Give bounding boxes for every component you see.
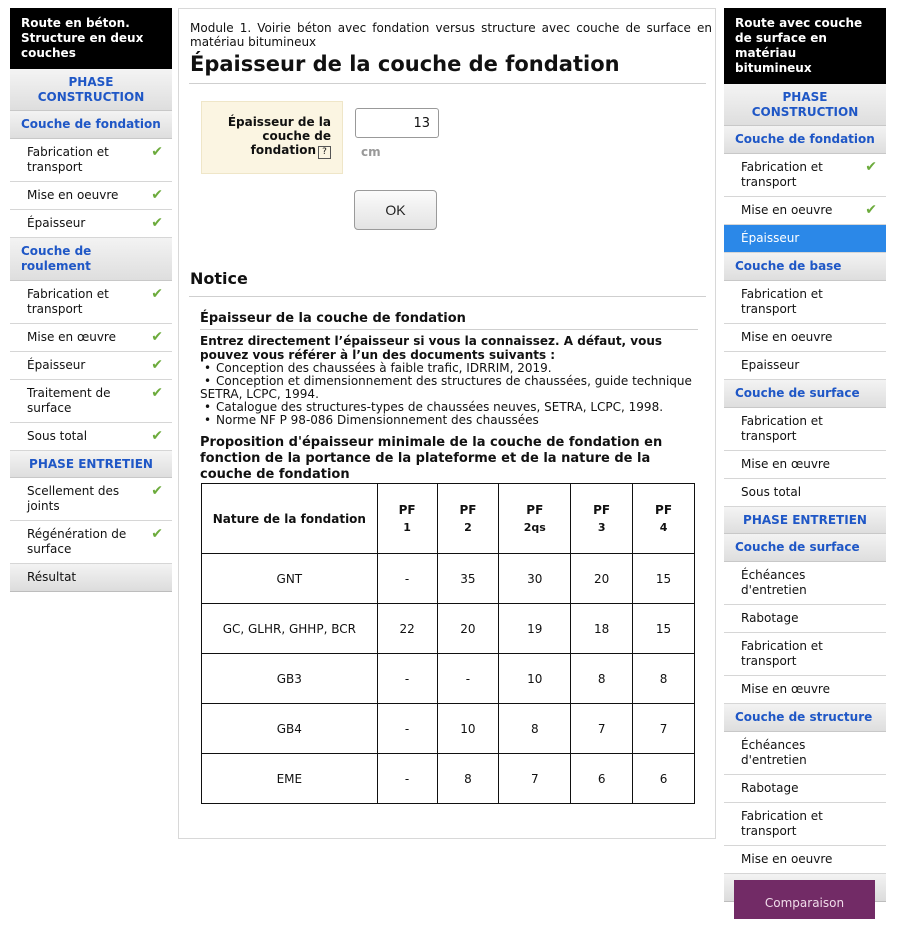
sidebar-item-label: Fabrication et transport bbox=[741, 160, 823, 189]
check-icon: ✔ bbox=[151, 526, 163, 542]
sidebar-item-label: Échéances d'entretien bbox=[741, 568, 807, 597]
left-sidebar bbox=[10, 8, 172, 592]
right-section-surface[interactable]: Couche de surface bbox=[724, 380, 886, 408]
reference-list bbox=[200, 362, 698, 427]
sidebar-item-label: Rabotage bbox=[741, 611, 799, 625]
table-cell: 20 bbox=[437, 604, 499, 654]
sidebar-item-label: Épaisseur bbox=[27, 358, 86, 372]
right-section-base[interactable]: Couche de base bbox=[724, 253, 886, 281]
sidebar-item-label: Fabrication et transport bbox=[741, 809, 823, 838]
sidebar-item-label: Mise en oeuvre bbox=[27, 188, 119, 202]
sidebar-item-label: Régénération de surface bbox=[27, 527, 127, 556]
module-line: Module 1. Voirie béton avec fondation versus structure avec couche de surface en matériau bitumineux bbox=[190, 21, 712, 49]
table-cell: 8 bbox=[437, 754, 499, 804]
table-cell-nature: GB3 bbox=[202, 654, 378, 704]
sidebar-item-label: Fabrication et transport bbox=[27, 287, 109, 316]
left-item-scellement[interactable] bbox=[10, 478, 172, 521]
table-cell: 15 bbox=[633, 604, 695, 654]
sidebar-item-label: Mise en œuvre bbox=[27, 330, 116, 344]
right-entretien-section-surface[interactable]: Couche de surface bbox=[724, 534, 886, 562]
notice-intro: Entrez directement l’épaisseur si vous la connaissez. A défaut, vous pouvez vous référer à l’un des documents suivants : bbox=[200, 334, 663, 362]
sidebar-item-label: Échéances d'entretien bbox=[741, 738, 807, 767]
table-cell: 10 bbox=[437, 704, 499, 754]
right-item-fondation-mise-en-oeuvre[interactable] bbox=[724, 197, 886, 225]
check-icon: ✔ bbox=[151, 483, 163, 499]
divider bbox=[189, 83, 706, 84]
table-cell: - bbox=[377, 554, 437, 604]
table-cell: - bbox=[377, 654, 437, 704]
right-item-fondation-epaisseur[interactable] bbox=[724, 225, 886, 253]
check-icon: ✔ bbox=[865, 202, 877, 218]
table-cell: 8 bbox=[499, 704, 571, 754]
sidebar-item-label: Epaisseur bbox=[741, 358, 800, 372]
table-cell: 8 bbox=[633, 654, 695, 704]
left-item-fondation-mise-en-oeuvre[interactable] bbox=[10, 182, 172, 210]
main-content bbox=[178, 8, 716, 839]
sidebar-item-label: Fabrication et transport bbox=[741, 287, 823, 316]
left-result[interactable]: Résultat bbox=[10, 564, 172, 592]
unit-label: cm bbox=[361, 145, 381, 159]
right-item-base-fabrication[interactable] bbox=[724, 281, 886, 324]
table-cell: 30 bbox=[499, 554, 571, 604]
table-cell: 7 bbox=[571, 704, 633, 754]
right-item-base-epaisseur[interactable] bbox=[724, 352, 886, 380]
input-label-box bbox=[201, 101, 343, 174]
input-label-text: Épaisseur de la couche de fondation bbox=[227, 115, 331, 157]
page-title: Épaisseur de la couche de fondation bbox=[190, 52, 620, 76]
left-phase-construction: PHASE CONSTRUCTION bbox=[10, 69, 172, 111]
right-item-surface-mise-en-oeuvre[interactable] bbox=[724, 451, 886, 479]
sidebar-item-label: Traitement de surface bbox=[27, 386, 111, 415]
right-sidebar bbox=[724, 8, 886, 902]
table-cell: - bbox=[377, 704, 437, 754]
sidebar-item-label: Sous total bbox=[741, 485, 802, 499]
sidebar-item-label: Mise en œuvre bbox=[741, 457, 830, 471]
sidebar-item-label: Fabrication et transport bbox=[741, 414, 823, 443]
check-icon: ✔ bbox=[865, 159, 877, 175]
table-cell: 7 bbox=[633, 704, 695, 754]
table-cell: - bbox=[377, 754, 437, 804]
table-row bbox=[202, 554, 695, 604]
table-cell: 18 bbox=[571, 604, 633, 654]
table-header-pf2: PF 2 bbox=[437, 484, 499, 554]
reference-item: • Conception et dimensionnement des structures de chaussées, guide technique SETRA, LCPC, 1994. bbox=[200, 375, 698, 401]
table-cell: - bbox=[437, 654, 499, 704]
sidebar-item-label: Mise en oeuvre bbox=[741, 203, 833, 217]
table-header-pf2qs: PF 2qs bbox=[499, 484, 571, 554]
thickness-input[interactable] bbox=[355, 108, 439, 138]
table-cell-nature: EME bbox=[202, 754, 378, 804]
table-cell: 22 bbox=[377, 604, 437, 654]
right-entretien-structure-fabrication[interactable] bbox=[724, 803, 886, 846]
check-icon: ✔ bbox=[151, 329, 163, 345]
left-item-roulement-traitement[interactable] bbox=[10, 380, 172, 423]
left-phase-entretien: PHASE ENTRETIEN bbox=[10, 451, 172, 478]
table-row bbox=[202, 604, 695, 654]
right-phase-entretien: PHASE ENTRETIEN bbox=[724, 507, 886, 534]
proposition-title: Proposition d'épaisseur minimale de la couche de fondation en fonction de la portance de la plateforme et de la nature de la couche de fondation bbox=[200, 435, 663, 482]
right-item-base-mise-en-oeuvre[interactable] bbox=[724, 324, 886, 352]
table-cell-nature: GB4 bbox=[202, 704, 378, 754]
right-entretien-surface-rabotage[interactable] bbox=[724, 605, 886, 633]
right-entretien-structure-echeances[interactable] bbox=[724, 732, 886, 775]
left-item-fondation-epaisseur[interactable] bbox=[10, 210, 172, 238]
table-row bbox=[202, 754, 695, 804]
table-cell: 19 bbox=[499, 604, 571, 654]
right-entretien-structure-rabotage[interactable] bbox=[724, 775, 886, 803]
table-cell: 20 bbox=[571, 554, 633, 604]
table-cell: 10 bbox=[499, 654, 571, 704]
compare-button[interactable]: Comparaison bbox=[734, 880, 875, 919]
reference-item: • Conception des chaussées à faible trafic, IDRRIM, 2019. bbox=[200, 362, 698, 375]
reference-item: • Catalogue des structures-types de chaussées neuves, SETRA, LCPC, 1998. bbox=[200, 401, 698, 414]
right-entretien-surface-mise-en-oeuvre[interactable] bbox=[724, 676, 886, 704]
notice-subtitle: Épaisseur de la couche de fondation bbox=[200, 311, 698, 330]
table-cell: 35 bbox=[437, 554, 499, 604]
right-entretien-surface-echeances[interactable] bbox=[724, 562, 886, 605]
table-cell: 6 bbox=[633, 754, 695, 804]
sidebar-item-label: Rabotage bbox=[741, 781, 799, 795]
left-sidebar-title: Route en béton. Structure en deux couches bbox=[10, 8, 172, 69]
sidebar-item-label: Sous total bbox=[27, 429, 88, 443]
notice-title: Notice bbox=[190, 269, 248, 288]
divider bbox=[189, 296, 706, 297]
check-icon: ✔ bbox=[151, 286, 163, 302]
right-item-surface-fabrication[interactable] bbox=[724, 408, 886, 451]
sidebar-item-label: Fabrication et transport bbox=[741, 639, 823, 668]
thickness-table bbox=[201, 483, 695, 804]
sidebar-item-label: Épaisseur bbox=[741, 231, 800, 245]
sidebar-item-label: Mise en oeuvre bbox=[741, 330, 833, 344]
right-entretien-surface-fabrication[interactable] bbox=[724, 633, 886, 676]
table-header-nature: Nature de la fondation bbox=[202, 484, 378, 554]
table-cell-nature: GC, GLHR, GHHP, BCR bbox=[202, 604, 378, 654]
left-item-regeneration[interactable] bbox=[10, 521, 172, 564]
left-section-roulement[interactable]: Couche de roulement bbox=[10, 238, 172, 281]
sidebar-item-label: Épaisseur bbox=[27, 216, 86, 230]
right-phase-construction: PHASE CONSTRUCTION bbox=[724, 84, 886, 126]
table-cell: 7 bbox=[499, 754, 571, 804]
table-header-pf1: PF 1 bbox=[377, 484, 437, 554]
table-header-pf4: PF 4 bbox=[633, 484, 695, 554]
right-entretien-section-structure[interactable]: Couche de structure bbox=[724, 704, 886, 732]
left-item-roulement-mise-en-oeuvre[interactable] bbox=[10, 324, 172, 352]
right-section-fondation[interactable]: Couche de fondation bbox=[724, 126, 886, 154]
right-item-surface-sous-total[interactable] bbox=[724, 479, 886, 507]
table-header-row bbox=[202, 484, 695, 554]
left-item-fondation-fabrication[interactable] bbox=[10, 139, 172, 182]
right-item-fondation-fabrication[interactable] bbox=[724, 154, 886, 197]
right-sidebar-title: Route avec couche de surface en matériau bitumineux bbox=[724, 8, 886, 84]
table-cell: 15 bbox=[633, 554, 695, 604]
left-item-roulement-sous-total[interactable] bbox=[10, 423, 172, 451]
reference-item: • Norme NF P 98-086 Dimensionnement des chaussées bbox=[200, 414, 698, 427]
sidebar-item-label: Fabrication et transport bbox=[27, 145, 109, 174]
notice-body bbox=[200, 311, 698, 483]
check-icon: ✔ bbox=[151, 187, 163, 203]
sidebar-item-label: Mise en oeuvre bbox=[741, 852, 833, 866]
table-row bbox=[202, 704, 695, 754]
check-icon: ✔ bbox=[151, 357, 163, 373]
input-label bbox=[221, 115, 331, 159]
help-icon[interactable]: ? bbox=[318, 146, 331, 159]
check-icon: ✔ bbox=[151, 144, 163, 160]
table-header-pf3: PF 3 bbox=[571, 484, 633, 554]
ok-button[interactable]: OK bbox=[354, 190, 437, 230]
table-cell: 8 bbox=[571, 654, 633, 704]
check-icon: ✔ bbox=[151, 385, 163, 401]
sidebar-item-label: Scellement des joints bbox=[27, 484, 120, 513]
table-row bbox=[202, 654, 695, 704]
check-icon: ✔ bbox=[151, 428, 163, 444]
sidebar-item-label: Mise en œuvre bbox=[741, 682, 830, 696]
check-icon: ✔ bbox=[151, 215, 163, 231]
left-item-roulement-fabrication[interactable] bbox=[10, 281, 172, 324]
right-entretien-structure-mise-en-oeuvre[interactable] bbox=[724, 846, 886, 874]
table-cell: 6 bbox=[571, 754, 633, 804]
table-cell-nature: GNT bbox=[202, 554, 378, 604]
left-section-fondation[interactable]: Couche de fondation bbox=[10, 111, 172, 139]
left-item-roulement-epaisseur[interactable] bbox=[10, 352, 172, 380]
